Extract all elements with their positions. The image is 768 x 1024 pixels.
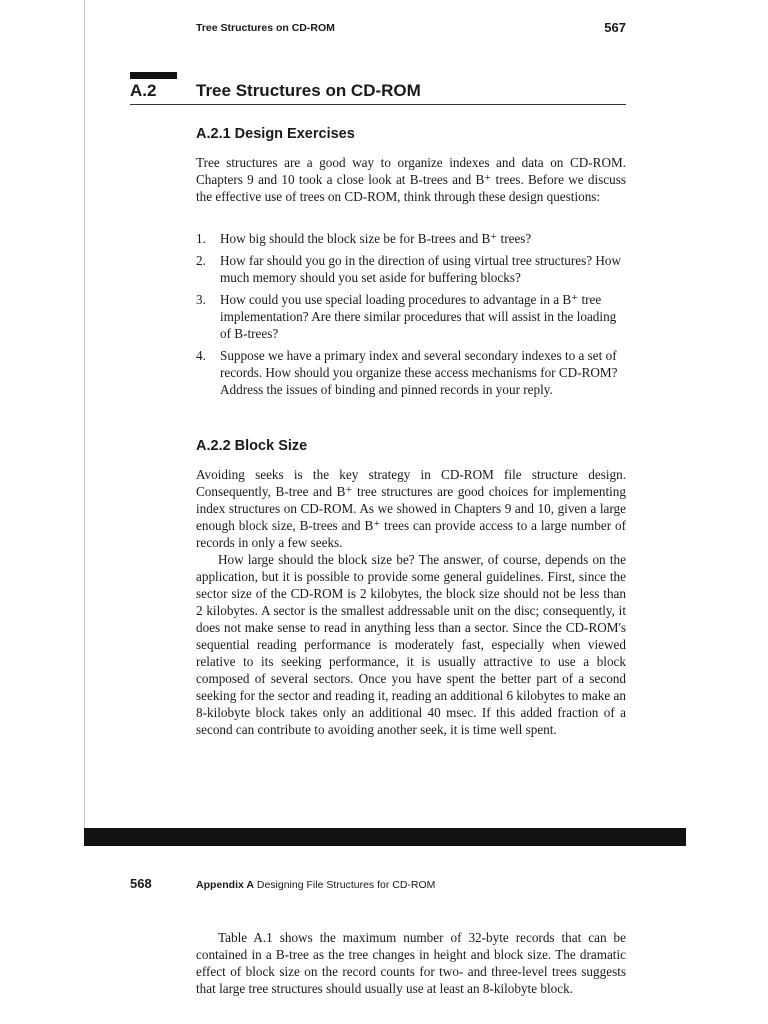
list-item <box>196 252 626 286</box>
page-edge-rule <box>84 0 85 828</box>
design-questions-list <box>196 230 626 403</box>
list-item-text: How big should the block size be for B-trees and B⁺ trees? <box>220 231 532 246</box>
appendix-label: Appendix A <box>196 879 254 891</box>
section-number: A.2 <box>130 81 157 100</box>
list-item <box>196 291 626 342</box>
subsection-heading-block-size: A.2.2 Block Size <box>196 438 308 454</box>
list-item <box>196 230 626 247</box>
page-number-top: 567 <box>604 20 626 35</box>
block-size-paragraph-1: Avoiding seeks is the key strategy in CD-ROM file structure design. Consequently, B-tree and B⁺ tree structures are good choices for implementing index structures on CD-ROM. As we showed in Chapters 9 and 10, given a large enough block size, B-trees and B⁺ trees can provide access to a large number of records in only a few seeks. <box>196 467 626 550</box>
appendix-title: Designing File Structures for CD-ROM <box>256 879 436 891</box>
list-item-text: How could you use special loading procedures to advantage in a B⁺ tree implementation? Are there similar procedures that will assist in the loading of B-trees? <box>220 292 617 341</box>
section-title: Tree Structures on CD-ROM <box>196 81 421 100</box>
page-separator-band <box>84 828 686 846</box>
list-item-number: 3. <box>196 292 206 307</box>
table-a1-paragraph: Table A.1 shows the maximum number of 32-byte records that can be contained in a B-tree as the tree changes in height and block size. The dramatic effect of block size on the record counts for two- and three-level trees suggests that large tree structures should usually use at least an 8-kilobyte block. <box>196 930 626 996</box>
appendix-running-head <box>196 879 435 891</box>
list-item-number: 1. <box>196 231 206 246</box>
section-marker-bar <box>130 72 177 79</box>
block-size-paragraph-2: How large should the block size be? The answer, of course, depends on the application, but it is possible to provide some general guidelines. First, since the sector size of the CD-ROM is 2 kilobytes, the block size should not be less than 2 kilobytes. A sector is the smallest addressable unit on the disc; consequently, it does not make sense to read in anything less than a sector. Since the CD-ROM's sequential reading performance is moderately fast, especially when viewed relative to its seeking performance, it is usually attractive to use a block composed of several sectors. Once you have spent the better part of a second seeking for the sector and reading it, reading an additional 6 kilobytes to make an 8-kilobyte block takes only an additional 40 msec. If this added fraction of a second can contribute to avoiding another seek, it is time well spent. <box>196 552 626 737</box>
list-item-number: 4. <box>196 348 206 363</box>
running-head: Tree Structures on CD-ROM <box>196 22 335 34</box>
list-item-text: How far should you go in the direction of using virtual tree structures? How much memory should you set aside for buffering blocks? <box>220 253 622 285</box>
design-exercises-intro: Tree structures are a good way to organize indexes and data on CD-ROM. Chapters 9 and 10 took a close look at B-trees and B⁺ trees. Before we discuss the effective use of trees on CD-ROM, think through these design questions: <box>196 155 626 204</box>
section-rule <box>130 104 626 105</box>
list-item-number: 2. <box>196 253 206 268</box>
list-item <box>196 347 626 398</box>
page-number-bottom: 568 <box>130 876 152 891</box>
subsection-heading-design-exercises: A.2.1 Design Exercises <box>196 126 355 142</box>
list-item-text: Suppose we have a primary index and several secondary indexes to a set of records. How should you organize these access mechanisms for CD-ROM? Address the issues of binding and pinned records in your reply. <box>220 348 618 397</box>
